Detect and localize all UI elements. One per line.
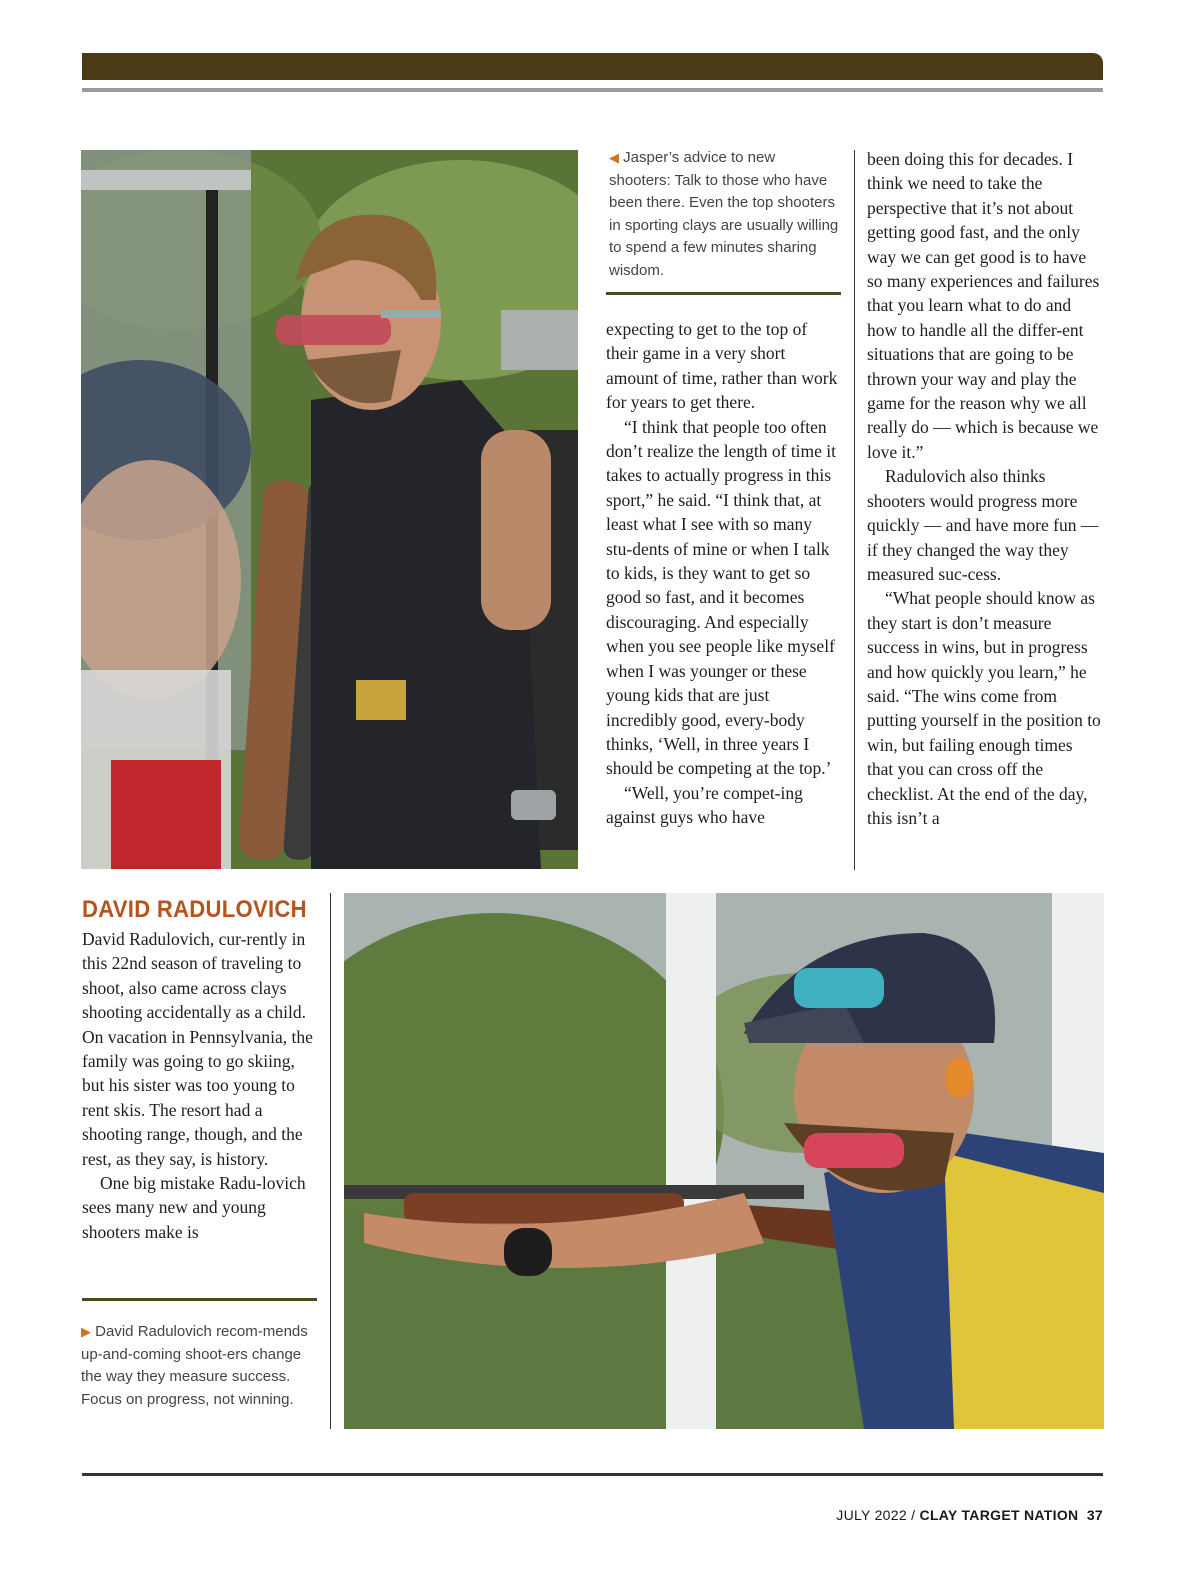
- caption-rule: [606, 292, 841, 295]
- photo-david: [344, 893, 1104, 1429]
- paragraph: Radulovich also thinks shooters would progress more quickly — and have more fun — if they changed the way they measured suc-cess.: [867, 466, 1099, 584]
- body-column-left: [82, 927, 320, 1244]
- paragraph: “I think that people too often don’t realize the length of time it takes to actually progress in this sport,” he said. “I think that, at least what I see with so many stu-dents of mine or when I talk to kids, is they want to get so good so fast, and it becomes discouraging. And especially when you see people like myself when I was younger or these young kids that are just incredibly good, every-body thinks, ‘Well, in three years I should be competing at the top.’: [606, 416, 837, 779]
- header-bar: [82, 53, 1103, 80]
- footer-magazine: CLAY TARGET NATION: [919, 1507, 1079, 1523]
- body-column-right: [867, 147, 1103, 830]
- paragraph: “What people should know as they start is don’t measure success in wins, but in progress and how quickly you learn,” he said. “The wins come from putting yourself in the position to win, but failing enough times that you can cross off the checklist. At the end of the day, this isn’t a: [867, 588, 1101, 828]
- caption-rule: [82, 1298, 317, 1301]
- photo-caption-jasper: ◀ Jasper’s advice to new shooters: Talk to those who have been there. Even the top shooters in sporting clays are usually willing to spend a few minutes sharing wisdom.: [609, 149, 839, 279]
- photo-jasper: [81, 150, 578, 869]
- paragraph: expecting to get to the top of their game in a very short amount of time, rather than work for years to get there.: [606, 319, 838, 413]
- paragraph: “Well, you’re compet-ing against guys who have: [606, 782, 803, 828]
- caption-arrow-left-icon: ◀: [609, 150, 619, 165]
- header-rule: [82, 88, 1103, 92]
- footer-rule: [82, 1473, 1103, 1476]
- paragraph: David Radulovich, cur-rently in this 22nd season of traveling to shoot, also came across clays shooting accidentally as a child. On vacation in Pennsylvania, the family was going to go skiing, but his sister was too young to rent skis. The resort had a shooting range, though, and the rest, as they say, is history.: [82, 929, 313, 1169]
- paragraph: been doing this for decades. I think we need to take the perspective that it’s not about getting good fast, and the only way we can get good is to have so many experiences and failures that you learn what to do and how to handle all the differ-ent situations that are going to be thrown your way and play the game for the reason why we all really do — which is because we love it.”: [867, 149, 1100, 462]
- caption-arrow-right-icon: ▶: [81, 1324, 91, 1339]
- body-column-middle: [606, 317, 841, 830]
- column-divider: [854, 150, 855, 870]
- column-divider: [330, 893, 331, 1429]
- footer-date: JULY 2022 /: [836, 1507, 916, 1523]
- paragraph: One big mistake Radu-lovich sees many new and young shooters make is: [82, 1173, 306, 1242]
- page-number: 37: [1086, 1507, 1103, 1523]
- photo-david-illustration: [344, 893, 1104, 1429]
- photo-caption-david: ▶ David Radulovich recom-mends up-and-coming shoot-ers change the way they measure success. Focus on progress, not winning.: [81, 1323, 308, 1408]
- section-heading: DAVID RADULOVICH: [82, 896, 307, 923]
- photo-jasper-illustration: [81, 150, 578, 869]
- page-footer: [836, 1507, 1103, 1523]
